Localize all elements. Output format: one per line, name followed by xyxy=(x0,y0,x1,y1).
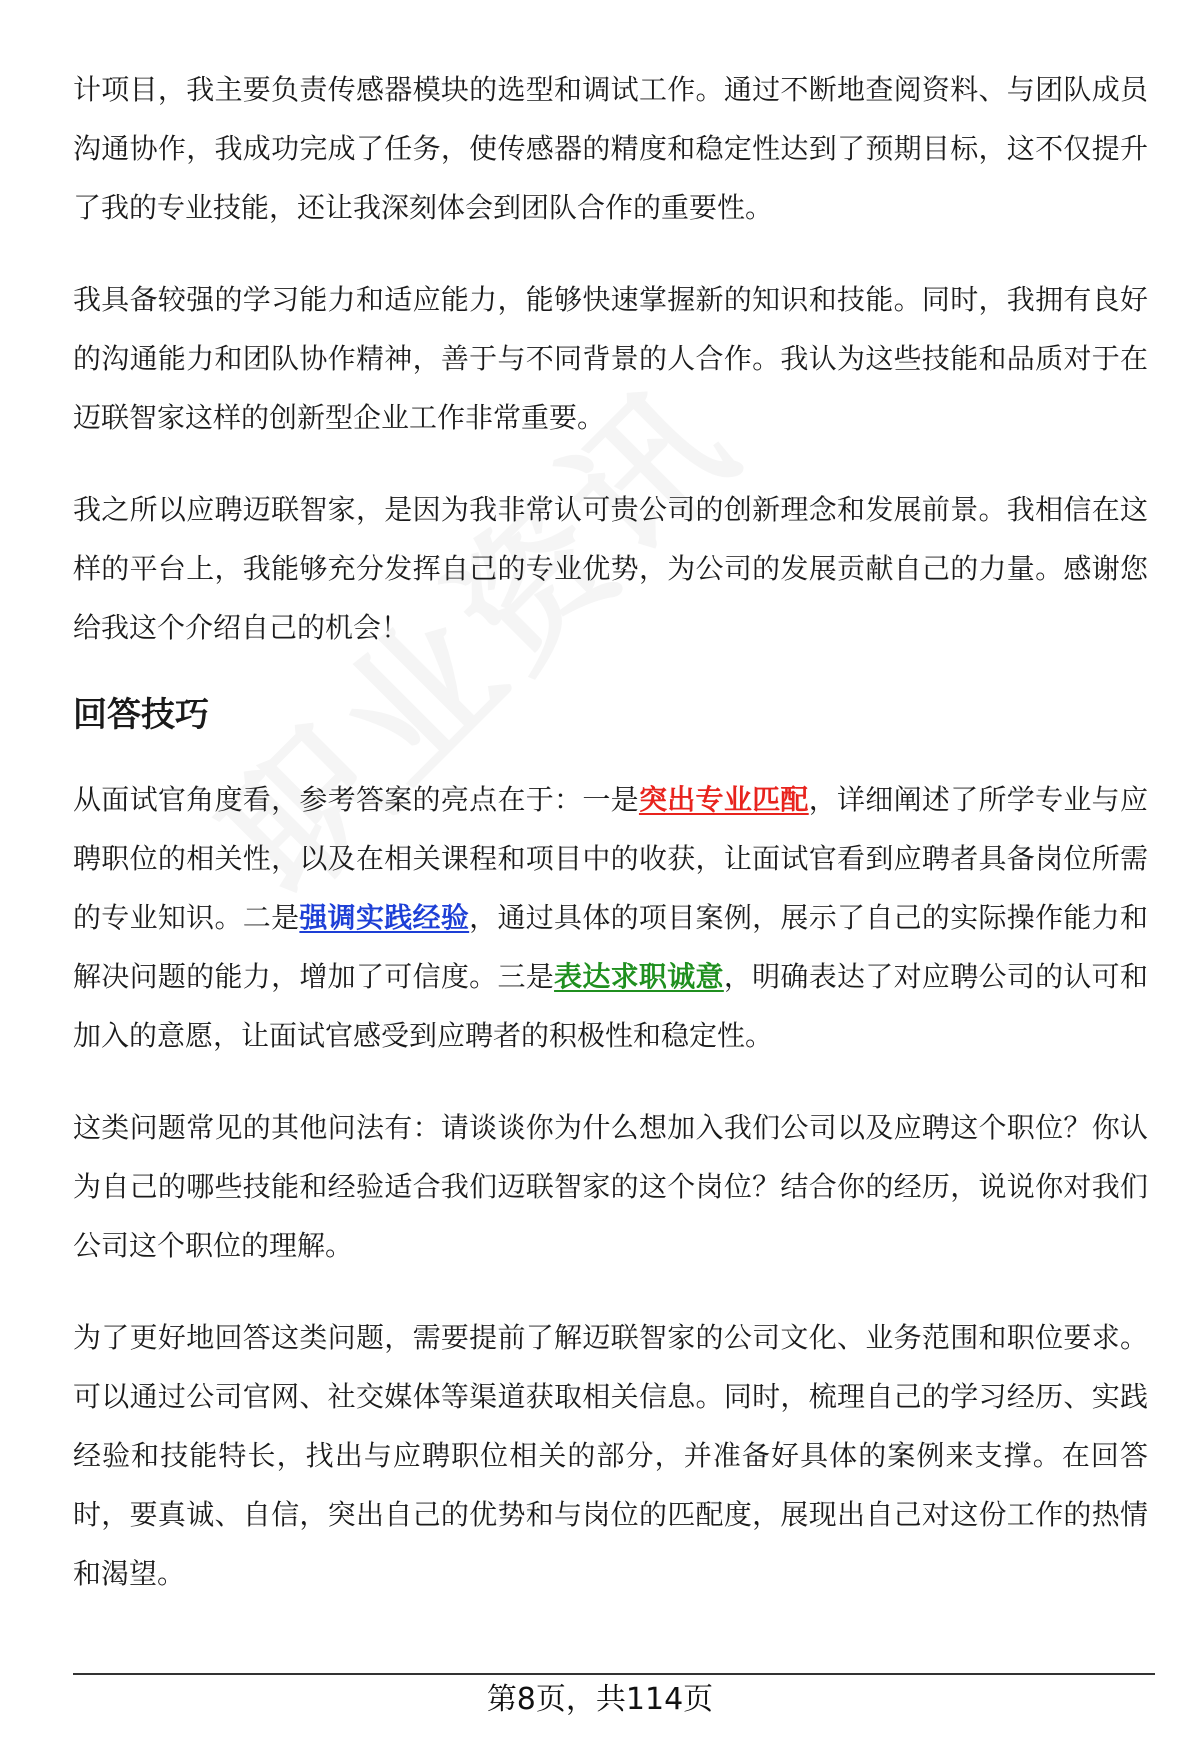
tips-text-4: ，明确表达了对应聘公司的认可和加入的意愿，让面试官感受到应聘者的积极性和稳定性。 xyxy=(73,960,1148,1052)
tips-text-1: 从面试官角度看，参考答案的亮点在于：一是 xyxy=(73,783,639,816)
highlight-professional-match: 突出专业匹配 xyxy=(638,783,809,816)
paragraph-abilities: 我具备较强的学习能力和适应能力，能够快速掌握新的知识和技能。同时，我拥有良好的沟通能力和团队协作精神，善于与不同背景的人合作。我认为这些技能和品质对于在迈联智家这样的创新型企业工作非常重要。 xyxy=(73,283,1148,434)
highlight-sincerity: 表达求职诚意 xyxy=(554,960,724,993)
highlight-practical-experience: 强调实践经验 xyxy=(299,901,470,934)
paragraph-preparation: 为了更好地回答这类问题，需要提前了解迈联智家的公司文化、业务范围和职位要求。可以通过公司官网、社交媒体等渠道获取相关信息。同时，梳理自己的学习经历、实践经验和技能特长，找出与应聘职位相关的部分，并准备好具体的案例来支撑。在回答时，要真诚、自信，突出自己的优势和与岗位的匹配度，展现出自己对这份工作的热情和渴望。 xyxy=(73,1321,1148,1590)
tips-text-3: ，通过具体的项目案例，展示了自己的实际操作能力和解决问题的能力，增加了可信度。三是 xyxy=(73,901,1148,993)
tips-text-2: ，详细阐述了所学专业与应聘职位的相关性，以及在相关课程和项目中的收获，让面试官看到应聘者具备岗位所需的专业知识。二是 xyxy=(73,783,1148,934)
page-number: 第8页，共114页 xyxy=(486,1682,714,1717)
paragraph-sensor-project: 计项目，我主要负责传感器模块的选型和调试工作。通过不断地查阅资料、与团队成员沟通协作，我成功完成了任务，使传感器的精度和稳定性达到了预期目标，这不仅提升了我的专业技能，还让我深刻体会到团队合作的重要性。 xyxy=(73,73,1148,224)
paragraph-motivation: 我之所以应聘迈联智家，是因为我非常认可贵公司的创新理念和发展前景。我相信在这样的平台上，我能够充分发挥自己的专业优势，为公司的发展贡献自己的力量。感谢您给我这个介绍自己的机会！ xyxy=(73,493,1148,644)
paragraph-alternate-questions: 这类问题常见的其他问法有：请谈谈你为什么想加入我们公司以及应聘这个职位？你认为自己的哪些技能和经验适合我们迈联智家的这个岗位？结合你的经历，说说你对我们公司这个职位的理解。 xyxy=(73,1111,1148,1262)
footer-divider xyxy=(73,1673,1155,1675)
section-title-answer-tips: 回答技巧 xyxy=(73,695,209,735)
paragraph-tips xyxy=(73,770,1148,1065)
document-body xyxy=(73,60,1148,1636)
